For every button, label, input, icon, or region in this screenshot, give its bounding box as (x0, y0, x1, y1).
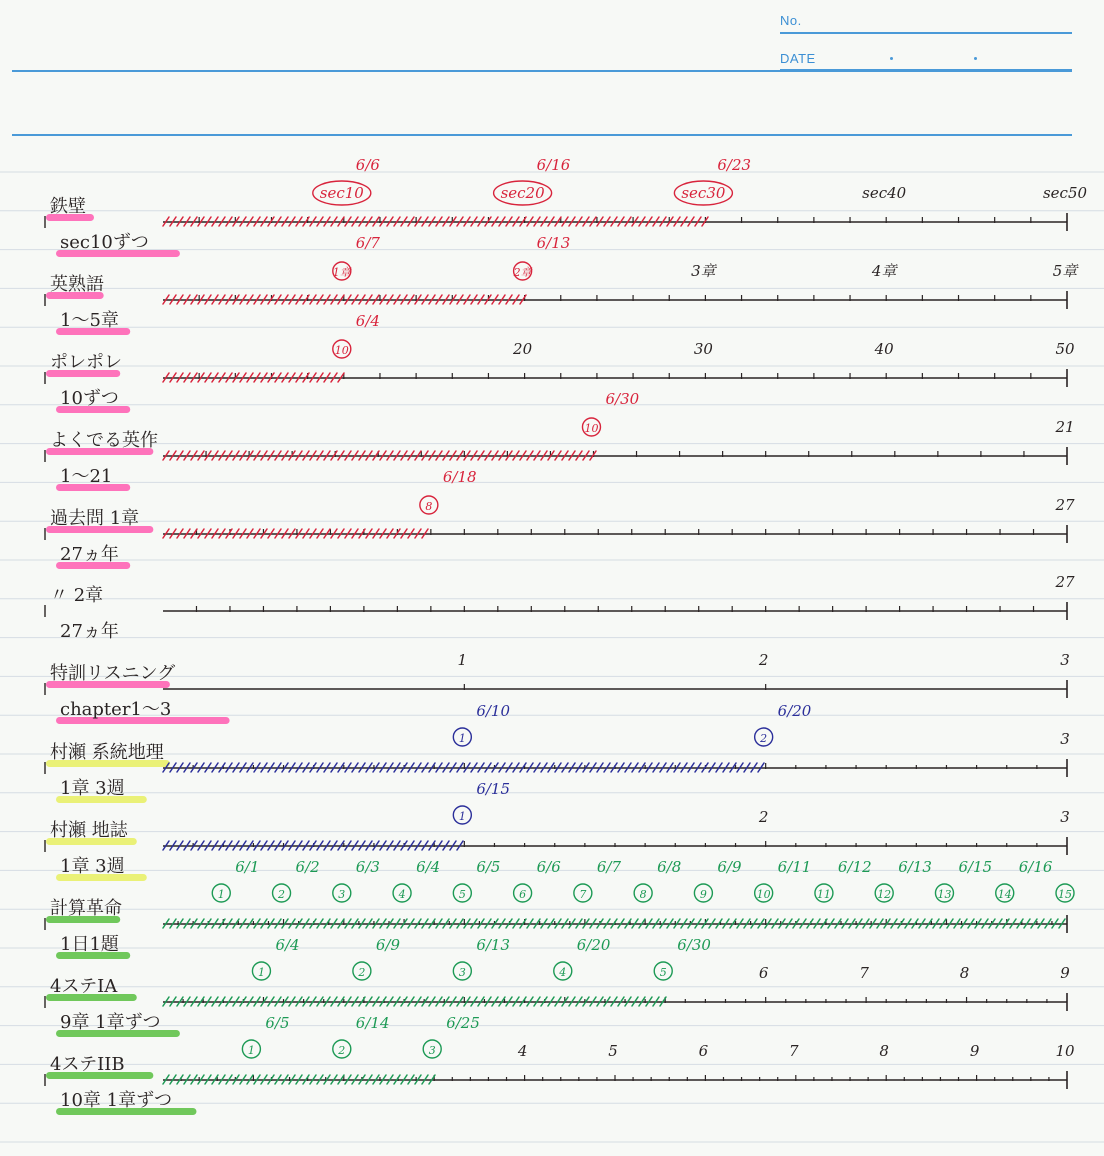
scale-label: 6 (698, 1042, 709, 1060)
date-annotation: 6/4 (275, 936, 300, 954)
scale-label: 3 (458, 966, 466, 979)
scale-label: sec40 (862, 184, 907, 202)
scale-label: 9 (1060, 964, 1070, 982)
date-annotation: 6/8 (657, 858, 682, 876)
scale-label: 1章 (332, 266, 351, 279)
date-annotation: 6/30 (605, 390, 640, 408)
scale-label: 2 (358, 966, 366, 979)
date-annotation: 6/10 (476, 702, 511, 720)
scale-label: 1 (257, 966, 265, 979)
date-annotation: 6/16 (536, 156, 571, 174)
scale-label: sec30 (681, 184, 726, 202)
date-annotation: 6/7 (355, 234, 380, 252)
scale-label: 50 (1055, 340, 1075, 358)
scale-label: 10 (334, 344, 349, 357)
date-annotation: 6/16 (1018, 858, 1053, 876)
row-subtitle: 1日1題 (60, 934, 119, 955)
scale-label: 30 (693, 340, 713, 358)
row-subtitle: 9章 1章ずつ (60, 1012, 161, 1033)
row-title: 特訓リスニング (50, 663, 176, 684)
scale-label: 2章 (513, 266, 532, 279)
scale-label: 10 (756, 888, 771, 901)
scale-label: 9 (699, 888, 707, 901)
date-label: DATE (780, 51, 816, 66)
date-annotation: 6/6 (355, 156, 380, 174)
scale-label: 7 (789, 1042, 799, 1060)
row-title: 村瀬 系統地理 (50, 742, 164, 763)
scale-label: 4章 (871, 262, 897, 280)
date-annotation: 6/5 (265, 1014, 290, 1032)
date-annotation: 6/25 (446, 1014, 480, 1032)
scale-label: 11 (816, 888, 831, 901)
scale-label: 7 (579, 888, 587, 901)
date-annotation: 6/23 (717, 156, 752, 174)
scale-label: 12 (877, 888, 892, 901)
date-annotation: 6/30 (677, 936, 711, 954)
date-annotation: 6/4 (355, 312, 380, 330)
scale-label: sec50 (1042, 184, 1088, 202)
scale-label: 2 (760, 732, 768, 745)
scale-label: 8 (639, 888, 647, 901)
date-annotation: 6/6 (536, 858, 561, 876)
date-annotation: 6/9 (375, 936, 401, 954)
date-annotation: 6/7 (596, 858, 622, 876)
date-annotation: 6/2 (295, 858, 320, 876)
row-subtitle: chapter1〜3 (60, 699, 172, 720)
date-annotation: 6/5 (476, 858, 501, 876)
scale-label: 27 (1055, 496, 1075, 514)
scale-label: 2 (338, 1044, 346, 1057)
row-title: よくでる英作 (50, 430, 158, 451)
date-annotation: 6/20 (777, 702, 812, 720)
date-annotation: 6/20 (576, 936, 611, 954)
date-annotation: 6/9 (717, 858, 742, 876)
scale-label: 3 (338, 888, 346, 901)
row-title: 英熟語 (50, 274, 104, 295)
row-subtitle: 10ずつ (60, 388, 119, 409)
row-title: 鉄壁 (50, 196, 86, 217)
scale-label: 2 (758, 651, 769, 669)
row-subtitle: sec10ずつ (60, 232, 149, 253)
scale-label: 3 (1060, 730, 1070, 748)
scale-label: 6 (758, 964, 769, 982)
row-title: 村瀬 地誌 (50, 820, 128, 841)
scale-label: 9 (969, 1042, 980, 1060)
scale-label: 1 (457, 651, 468, 669)
row-subtitle: 1章 3週 (60, 856, 125, 877)
scale-label: 3 (428, 1044, 436, 1057)
date-annotation: 6/4 (416, 858, 441, 876)
scale-label: 1 (458, 810, 466, 823)
row-subtitle: 27ヵ年 (60, 544, 119, 565)
scale-label: 10 (1055, 1042, 1075, 1060)
scale-label: 1 (217, 888, 225, 901)
scale-label: 8 (959, 964, 970, 982)
scale-label: 8 (425, 500, 433, 513)
scale-label: 21 (1055, 418, 1075, 436)
scale-label: 40 (874, 340, 894, 358)
scale-label: 6 (519, 888, 527, 901)
row-subtitle: 1〜5章 (60, 310, 119, 331)
scale-label: 1 (247, 1044, 255, 1057)
scale-label: 4 (559, 966, 567, 979)
date-annotation: 6/15 (958, 858, 993, 876)
scale-label: sec10 (319, 184, 364, 202)
scale-label: 14 (997, 888, 1012, 901)
scale-label: 15 (1058, 888, 1072, 901)
date-annotation: 6/12 (837, 858, 872, 876)
scale-label: 27 (1055, 573, 1075, 591)
scale-label: 10 (584, 422, 599, 435)
row-title: 〃 2章 (50, 585, 104, 606)
scale-label: 20 (513, 340, 533, 358)
date-annotation: 6/13 (898, 858, 932, 876)
row-title: 計算革命 (50, 898, 122, 919)
scale-label: 4 (517, 1042, 528, 1060)
row-subtitle: 1章 3週 (60, 778, 125, 799)
scale-label: 3章 (691, 262, 716, 280)
scale-label: 5 (659, 966, 667, 979)
row-subtitle: 27ヵ年 (60, 621, 119, 642)
row-subtitle: 1〜21 (60, 466, 113, 487)
date-annotation: 6/14 (355, 1014, 390, 1032)
row-title: 4ステIIB (50, 1054, 125, 1075)
scale-label: 3 (1060, 651, 1070, 669)
date-annotation: 6/13 (536, 234, 571, 252)
scale-label: 5章 (1052, 262, 1078, 280)
scale-label: 7 (859, 964, 869, 982)
scale-label: sec20 (500, 184, 545, 202)
scale-label: 3 (1060, 808, 1070, 826)
scale-label: 2 (758, 808, 769, 826)
date-annotation: 6/11 (777, 858, 812, 876)
scale-label: 5 (458, 888, 466, 901)
scale-label: 4 (398, 888, 406, 901)
row-title: ポレポレ (50, 352, 122, 373)
scale-label: 5 (608, 1042, 618, 1060)
scale-label: 8 (879, 1042, 889, 1060)
no-label: No. (780, 13, 802, 28)
date-annotation: 6/13 (476, 936, 511, 954)
date-annotation: 6/3 (355, 858, 380, 876)
date-annotation: 6/1 (235, 858, 260, 876)
scale-label: 13 (937, 888, 952, 901)
row-title: 過去問 1章 (50, 508, 140, 529)
date-annotation: 6/15 (476, 780, 511, 798)
date-annotation: 6/18 (442, 468, 477, 486)
scale-label: 1 (458, 732, 466, 745)
scale-label: 2 (278, 888, 286, 901)
row-subtitle: 10章 1章ずつ (60, 1090, 173, 1111)
row-title: 4ステIA (50, 976, 118, 997)
